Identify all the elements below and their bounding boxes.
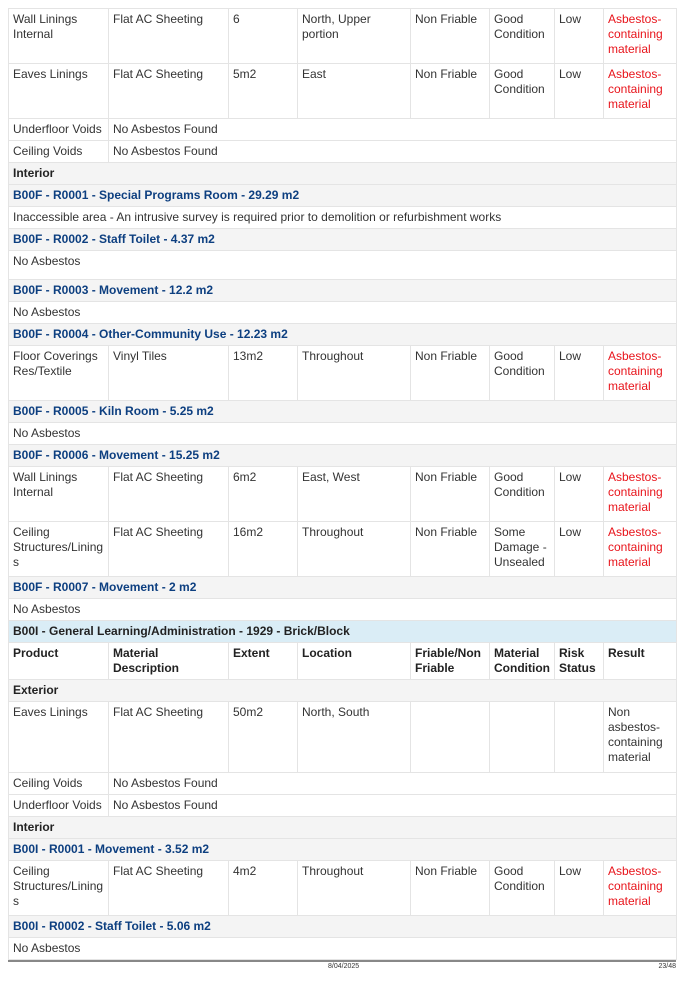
- cell-friability: Non Friable: [411, 64, 490, 119]
- section-title: Interior: [9, 163, 677, 185]
- section-row: [9, 163, 677, 185]
- cell-extent: 6m2: [229, 467, 298, 522]
- room-row: [9, 839, 677, 861]
- header-location: Location: [298, 643, 411, 680]
- cell-product: Wall Linings Internal: [9, 467, 109, 522]
- header-material-condition: Material Condition: [490, 643, 555, 680]
- note-title: No Asbestos: [9, 938, 677, 960]
- building-row: [9, 621, 677, 643]
- table-row: [9, 861, 677, 916]
- cell-location: Throughout: [298, 861, 411, 916]
- room-row: [9, 401, 677, 423]
- cell-material-condition: Good Condition: [490, 64, 555, 119]
- note-title: No Asbestos: [9, 251, 677, 280]
- no-asbestos-row: [9, 773, 677, 795]
- room-title: B00F - R0001 - Special Programs Room - 29.29 m2: [9, 185, 677, 207]
- cell-result: Asbestos-containing material: [604, 64, 677, 119]
- cell-location: East: [298, 64, 411, 119]
- room-title: B00F - R0006 - Movement - 15.25 m2: [9, 445, 677, 467]
- cell-friability: Non Friable: [411, 346, 490, 401]
- cell-finding: No Asbestos Found: [109, 773, 677, 795]
- cell-material-description: Flat AC Sheeting: [109, 702, 229, 773]
- cell-friability: Non Friable: [411, 522, 490, 577]
- room-row: [9, 324, 677, 346]
- room-title: B00F - R0003 - Movement - 12.2 m2: [9, 280, 677, 302]
- room-title: B00I - R0002 - Staff Toilet - 5.06 m2: [9, 916, 677, 938]
- cell-result: Asbestos-containing material: [604, 861, 677, 916]
- room-row: [9, 445, 677, 467]
- cell-risk-status: Low: [555, 467, 604, 522]
- cell-product: Ceiling Voids: [9, 773, 109, 795]
- cell-extent: 50m2: [229, 702, 298, 773]
- cell-material-condition: Some Damage - Unsealed: [490, 522, 555, 577]
- cell-extent: 6: [229, 9, 298, 64]
- cell-product: Underfloor Voids: [9, 795, 109, 817]
- table-row: [9, 467, 677, 522]
- cell-risk-status: Low: [555, 522, 604, 577]
- cell-product: Underfloor Voids: [9, 119, 109, 141]
- section-row: [9, 817, 677, 839]
- cell-material-condition: Good Condition: [490, 467, 555, 522]
- column-header-row: [9, 643, 677, 680]
- asbestos-register-table: [8, 8, 677, 960]
- cell-product: Eaves Linings: [9, 702, 109, 773]
- cell-risk-status: Low: [555, 9, 604, 64]
- note-row: [9, 938, 677, 960]
- building-title: B00I - General Learning/Administration - 1929 - Brick/Block: [9, 621, 677, 643]
- cell-risk-status: Low: [555, 346, 604, 401]
- page-footer: [8, 960, 676, 972]
- cell-finding: No Asbestos Found: [109, 141, 677, 163]
- room-title: B00I - R0001 - Movement - 3.52 m2: [9, 839, 677, 861]
- cell-product: Floor Coverings Res/Textile: [9, 346, 109, 401]
- note-row: [9, 251, 677, 280]
- cell-extent: 5m2: [229, 64, 298, 119]
- section-title: Exterior: [9, 680, 677, 702]
- room-row: [9, 916, 677, 938]
- room-row: [9, 185, 677, 207]
- no-asbestos-row: [9, 141, 677, 163]
- header-result: Result: [604, 643, 677, 680]
- room-title: B00F - R0004 - Other-Community Use - 12.23 m2: [9, 324, 677, 346]
- table-row: [9, 522, 677, 577]
- no-asbestos-row: [9, 119, 677, 141]
- cell-extent: 4m2: [229, 861, 298, 916]
- cell-material-description: Flat AC Sheeting: [109, 522, 229, 577]
- table-row: [9, 9, 677, 64]
- cell-product: Ceiling Structures/Linings: [9, 522, 109, 577]
- cell-location: East, West: [298, 467, 411, 522]
- header-friability: Friable/Non Friable: [411, 643, 490, 680]
- cell-risk-status: Low: [555, 64, 604, 119]
- cell-risk-status: [555, 702, 604, 773]
- cell-friability: Non Friable: [411, 467, 490, 522]
- table-row: [9, 346, 677, 401]
- table-row: [9, 702, 677, 773]
- cell-result: Asbestos-containing material: [604, 522, 677, 577]
- cell-material-description: Flat AC Sheeting: [109, 9, 229, 64]
- cell-location: Throughout: [298, 522, 411, 577]
- footer-date: 8/04/2025: [328, 963, 360, 970]
- cell-extent: 13m2: [229, 346, 298, 401]
- cell-result: Asbestos-containing material: [604, 467, 677, 522]
- cell-location: Throughout: [298, 346, 411, 401]
- cell-material-description: Flat AC Sheeting: [109, 861, 229, 916]
- section-title: Interior: [9, 817, 677, 839]
- no-asbestos-row: [9, 795, 677, 817]
- note-row: [9, 423, 677, 445]
- note-row: [9, 599, 677, 621]
- cell-result: Asbestos-containing material: [604, 9, 677, 64]
- cell-location: North, South: [298, 702, 411, 773]
- room-row: [9, 280, 677, 302]
- note-title: No Asbestos: [9, 302, 677, 324]
- section-row: [9, 680, 677, 702]
- room-row: [9, 577, 677, 599]
- cell-location: North, Upper portion: [298, 9, 411, 64]
- cell-product: Wall Linings Internal: [9, 9, 109, 64]
- room-title: B00F - R0007 - Movement - 2 m2: [9, 577, 677, 599]
- cell-material-condition: Good Condition: [490, 346, 555, 401]
- cell-material-description: Flat AC Sheeting: [109, 64, 229, 119]
- note-title: No Asbestos: [9, 423, 677, 445]
- room-row: [9, 229, 677, 251]
- note-row: [9, 302, 677, 324]
- cell-friability: Non Friable: [411, 861, 490, 916]
- header-risk-status: Risk Status: [555, 643, 604, 680]
- header-product: Product: [9, 643, 109, 680]
- cell-result: Asbestos-containing material: [604, 346, 677, 401]
- note-title: Inaccessible area - An intrusive survey is required prior to demolition or refurbishment works: [9, 207, 677, 229]
- header-material-description: Material Description: [109, 643, 229, 680]
- note-title: No Asbestos: [9, 599, 677, 621]
- footer-page-number: 23/48: [658, 963, 676, 970]
- cell-material-description: Vinyl Tiles: [109, 346, 229, 401]
- table-row: [9, 64, 677, 119]
- cell-product: Eaves Linings: [9, 64, 109, 119]
- cell-material-condition: Good Condition: [490, 9, 555, 64]
- room-title: B00F - R0002 - Staff Toilet - 4.37 m2: [9, 229, 677, 251]
- cell-friability: Non Friable: [411, 9, 490, 64]
- cell-extent: 16m2: [229, 522, 298, 577]
- cell-material-description: Flat AC Sheeting: [109, 467, 229, 522]
- note-row: [9, 207, 677, 229]
- cell-material-condition: Good Condition: [490, 861, 555, 916]
- cell-result: Non asbestos-containing material: [604, 702, 677, 773]
- cell-risk-status: Low: [555, 861, 604, 916]
- header-extent: Extent: [229, 643, 298, 680]
- cell-product: Ceiling Voids: [9, 141, 109, 163]
- room-title: B00F - R0005 - Kiln Room - 5.25 m2: [9, 401, 677, 423]
- cell-product: Ceiling Structures/Linings: [9, 861, 109, 916]
- cell-material-condition: [490, 702, 555, 773]
- cell-friability: [411, 702, 490, 773]
- cell-finding: No Asbestos Found: [109, 119, 677, 141]
- cell-finding: No Asbestos Found: [109, 795, 677, 817]
